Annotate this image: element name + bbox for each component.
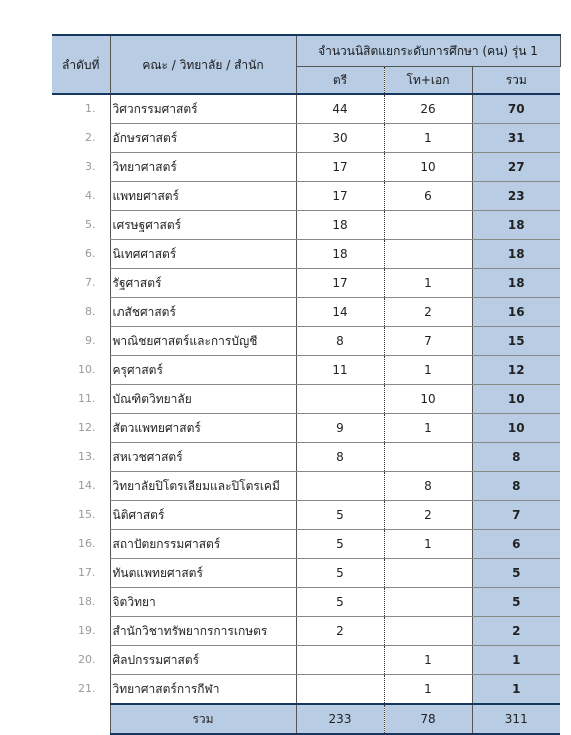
table-row (52, 356, 560, 385)
row-graduate: 1 (384, 414, 472, 443)
row-index: 21. (78, 682, 96, 696)
row-bachelor: 5 (296, 530, 384, 559)
row-total: 18 (472, 240, 560, 269)
row-index: 9. (85, 334, 96, 347)
row-index: 14. (78, 479, 96, 492)
row-index: 6. (85, 247, 96, 260)
row-graduate: 2 (384, 298, 472, 327)
row-bachelor (296, 472, 384, 501)
row-total: 10 (472, 414, 560, 443)
row-graduate (384, 443, 472, 472)
row-index: 13. (78, 450, 96, 463)
summary-total: 311 (472, 704, 560, 734)
table-row (52, 588, 560, 617)
row-index: 19. (78, 624, 96, 637)
row-graduate: 7 (384, 327, 472, 356)
row-graduate (384, 559, 472, 588)
row-faculty: เศรษฐศาสตร์ (110, 211, 296, 240)
row-total: 5 (472, 588, 560, 617)
row-faculty: สัตวแพทยศาสตร์ (110, 414, 296, 443)
row-faculty: ศิลปกรรมศาสตร์ (110, 646, 296, 675)
row-bachelor: 44 (296, 94, 384, 124)
header-faculty: คณะ / วิทยาลัย / สำนัก (110, 35, 296, 94)
row-index: 16. (78, 537, 96, 550)
row-faculty: ครุศาสตร์ (110, 356, 296, 385)
row-total: 12 (472, 356, 560, 385)
row-graduate (384, 588, 472, 617)
header-row-top (52, 35, 560, 67)
row-index: 7. (85, 276, 96, 289)
row-faculty: นิเทศศาสตร์ (110, 240, 296, 269)
row-index: 15. (78, 508, 96, 521)
table-row (52, 94, 560, 124)
row-bachelor: 17 (296, 269, 384, 298)
row-graduate (384, 240, 472, 269)
row-faculty: วิทยาลัยปิโตรเลียมและปิโตรเคมี (110, 472, 296, 501)
row-total: 16 (472, 298, 560, 327)
row-total: 23 (472, 182, 560, 211)
table-row (52, 153, 560, 182)
row-faculty: สำนักวิชาทรัพยากรการเกษตร (110, 617, 296, 646)
row-bachelor: 18 (296, 240, 384, 269)
table-row (52, 443, 560, 472)
row-bachelor: 5 (296, 559, 384, 588)
table-row (52, 182, 560, 211)
table-body (52, 94, 560, 704)
row-graduate: 1 (384, 269, 472, 298)
row-faculty: สหเวชศาสตร์ (110, 443, 296, 472)
row-total: 27 (472, 153, 560, 182)
row-graduate: 1 (384, 530, 472, 559)
row-faculty: อักษรศาสตร์ (110, 124, 296, 153)
row-faculty: บัณฑิตวิทยาลัย (110, 385, 296, 414)
row-graduate: 1 (384, 675, 472, 705)
table-row (52, 327, 560, 356)
row-bachelor: 2 (296, 617, 384, 646)
row-total: 7 (472, 501, 560, 530)
row-graduate (384, 211, 472, 240)
row-index: 17. (78, 566, 96, 579)
row-faculty: แพทยศาสตร์ (110, 182, 296, 211)
row-total: 1 (472, 646, 560, 675)
header-group: จำนวนนิสิตแยกระดับการศึกษา (คน) รุ่น 1 (296, 35, 560, 67)
row-faculty: จิตวิทยา (110, 588, 296, 617)
table-row (52, 211, 560, 240)
header-graduate: โท+เอก (384, 67, 472, 95)
summary-graduate: 78 (384, 704, 472, 734)
row-faculty: นิติศาสตร์ (110, 501, 296, 530)
row-bachelor: 18 (296, 211, 384, 240)
table-row (52, 385, 560, 414)
row-total: 18 (472, 269, 560, 298)
table-row (52, 530, 560, 559)
row-index: 12. (78, 421, 96, 434)
row-graduate (384, 617, 472, 646)
row-graduate: 8 (384, 472, 472, 501)
row-graduate: 26 (384, 94, 472, 124)
row-total: 8 (472, 443, 560, 472)
row-faculty: วิทยาศาสตร์ (110, 153, 296, 182)
student-count-table (52, 34, 561, 735)
row-index: 4. (85, 189, 96, 202)
table-row (52, 675, 560, 705)
row-total: 31 (472, 124, 560, 153)
row-total: 70 (472, 94, 560, 124)
row-index: 5. (85, 218, 96, 231)
row-faculty: รัฐศาสตร์ (110, 269, 296, 298)
summary-bachelor: 233 (296, 704, 384, 734)
row-index: 10. (78, 363, 96, 376)
row-bachelor (296, 385, 384, 414)
row-faculty: สถาปัตยกรรมศาสตร์ (110, 530, 296, 559)
table-row (52, 559, 560, 588)
table-row (52, 472, 560, 501)
table-row (52, 269, 560, 298)
table-row (52, 617, 560, 646)
row-graduate: 6 (384, 182, 472, 211)
row-bachelor: 30 (296, 124, 384, 153)
row-bachelor: 9 (296, 414, 384, 443)
row-faculty: วิทยาศาสตร์การกีฬา (110, 675, 296, 705)
row-index: 3. (85, 160, 96, 173)
row-bachelor: 17 (296, 153, 384, 182)
row-bachelor: 8 (296, 327, 384, 356)
row-total: 10 (472, 385, 560, 414)
header-index: ลำดับที่ (52, 35, 110, 94)
row-faculty: พาณิชยศาสตร์และการบัญชี (110, 327, 296, 356)
summary-label: รวม (110, 704, 296, 734)
row-graduate: 10 (384, 153, 472, 182)
row-bachelor (296, 646, 384, 675)
table-row (52, 414, 560, 443)
summary-blank-cell (52, 704, 110, 734)
row-index: 1. (85, 102, 96, 116)
table-row (52, 646, 560, 675)
row-graduate: 1 (384, 356, 472, 385)
row-faculty: วิศวกรรมศาสตร์ (110, 94, 296, 124)
row-faculty: เภสัชศาสตร์ (110, 298, 296, 327)
row-total: 8 (472, 472, 560, 501)
row-graduate: 1 (384, 646, 472, 675)
row-graduate: 1 (384, 124, 472, 153)
table-row (52, 298, 560, 327)
summary-row (52, 704, 560, 734)
row-bachelor: 8 (296, 443, 384, 472)
row-bachelor: 5 (296, 588, 384, 617)
table-row (52, 240, 560, 269)
row-bachelor: 17 (296, 182, 384, 211)
row-graduate: 2 (384, 501, 472, 530)
row-faculty: ทันตแพทยศาสตร์ (110, 559, 296, 588)
row-index: 18. (78, 595, 96, 608)
row-index: 11. (78, 392, 96, 405)
header-bachelor: ตรี (296, 67, 384, 95)
row-graduate: 10 (384, 385, 472, 414)
row-bachelor: 14 (296, 298, 384, 327)
row-bachelor: 11 (296, 356, 384, 385)
table-row (52, 124, 560, 153)
row-total: 15 (472, 327, 560, 356)
row-total: 18 (472, 211, 560, 240)
row-bachelor: 5 (296, 501, 384, 530)
row-bachelor (296, 675, 384, 705)
row-index: 2. (85, 131, 96, 144)
table-row (52, 501, 560, 530)
row-total: 6 (472, 530, 560, 559)
row-index: 8. (85, 305, 96, 318)
row-total: 2 (472, 617, 560, 646)
row-index: 20. (78, 653, 96, 666)
row-total: 1 (472, 675, 560, 705)
row-total: 5 (472, 559, 560, 588)
header-total: รวม (472, 67, 560, 95)
